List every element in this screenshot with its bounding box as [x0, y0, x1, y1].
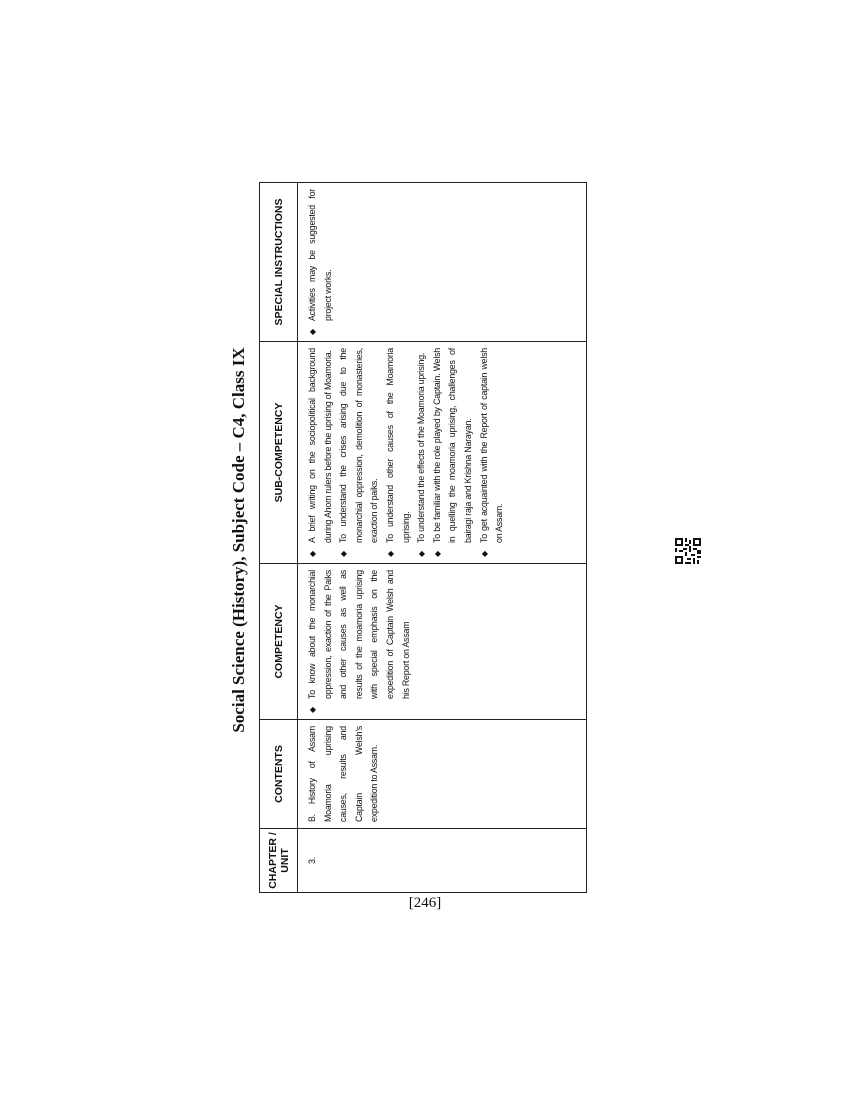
bullet-icon: ◆ — [432, 551, 442, 557]
header-competency: COMPETENCY — [260, 564, 298, 720]
header-contents: CONTENTS — [260, 720, 298, 829]
list-item-text: To understand other causes of the Moamoria uprising. — [384, 348, 411, 543]
page-number: [246] — [408, 895, 442, 911]
special-instructions-list — [305, 189, 336, 335]
bullet-icon: ◆ — [308, 329, 317, 335]
cell-sub-competency — [298, 342, 587, 564]
sub-competency-list — [305, 348, 508, 557]
list-item-text: To understand the effects of the Moamoria uprising. — [416, 352, 427, 543]
bullet-icon: ◆ — [339, 551, 349, 557]
header-sub-competency: SUB-COMPETENCY — [260, 342, 298, 564]
page-title-container — [228, 335, 250, 745]
cell-special-instructions — [298, 183, 587, 342]
list-item — [336, 348, 383, 557]
cell-contents: B. History of Assam Moamoria uprising causes, results and Captain Welsh's expedition to Assam. — [298, 720, 587, 829]
list-item — [305, 348, 336, 557]
syllabus-table — [259, 182, 587, 893]
list-item-text: To get acquainted with the Report of captain welsh on Assam. — [478, 348, 505, 543]
list-item-text: Activities may be suggested for project works. — [307, 189, 333, 321]
list-item — [305, 570, 414, 713]
bullet-icon: ◆ — [385, 551, 395, 557]
list-item — [305, 189, 336, 335]
qr-code-icon — [675, 538, 701, 564]
list-item — [477, 348, 508, 557]
cell-competency — [298, 564, 587, 720]
page-title: Social Science (History), Subject Code – C4, Class IX — [229, 347, 248, 733]
list-item-text: To understand the crises arising due to the monarchial oppression, demolition of monasteries, exaction of paiks. — [338, 348, 380, 543]
header-chapter-unit: CHAPTER / UNIT — [260, 829, 298, 893]
list-item — [430, 348, 477, 557]
list-item — [383, 348, 414, 557]
header-special-instructions: SPECIAL INSTRUCTIONS — [260, 183, 298, 342]
list-item-text: A brief writing on the sociopolitical background during Ahom rulers before the uprising of Moamoria. — [307, 348, 333, 543]
bullet-icon: ◆ — [308, 707, 317, 713]
syllabus-table-container — [259, 183, 587, 893]
table-row — [298, 183, 587, 893]
bullet-icon: ◆ — [308, 551, 317, 557]
list-item — [414, 348, 430, 557]
bullet-icon: ◆ — [479, 551, 489, 557]
list-item-text: To know about the monarchial oppression, exaction of the Paiks and other causes as well as results of the moamoria uprising with special emphasis on the expedition of Captain Welsh and his Report on Assam — [307, 570, 411, 699]
bullet-icon: ◆ — [417, 551, 427, 557]
cell-unit: 3. — [298, 829, 587, 893]
table-header-row — [260, 183, 298, 893]
list-item-text: To be familiar with the role played by Captain. Welsh in quelling the moamoria uprising, challenges of bairagi raja and Krishna Narayan. — [431, 348, 473, 543]
competency-list — [305, 570, 414, 713]
